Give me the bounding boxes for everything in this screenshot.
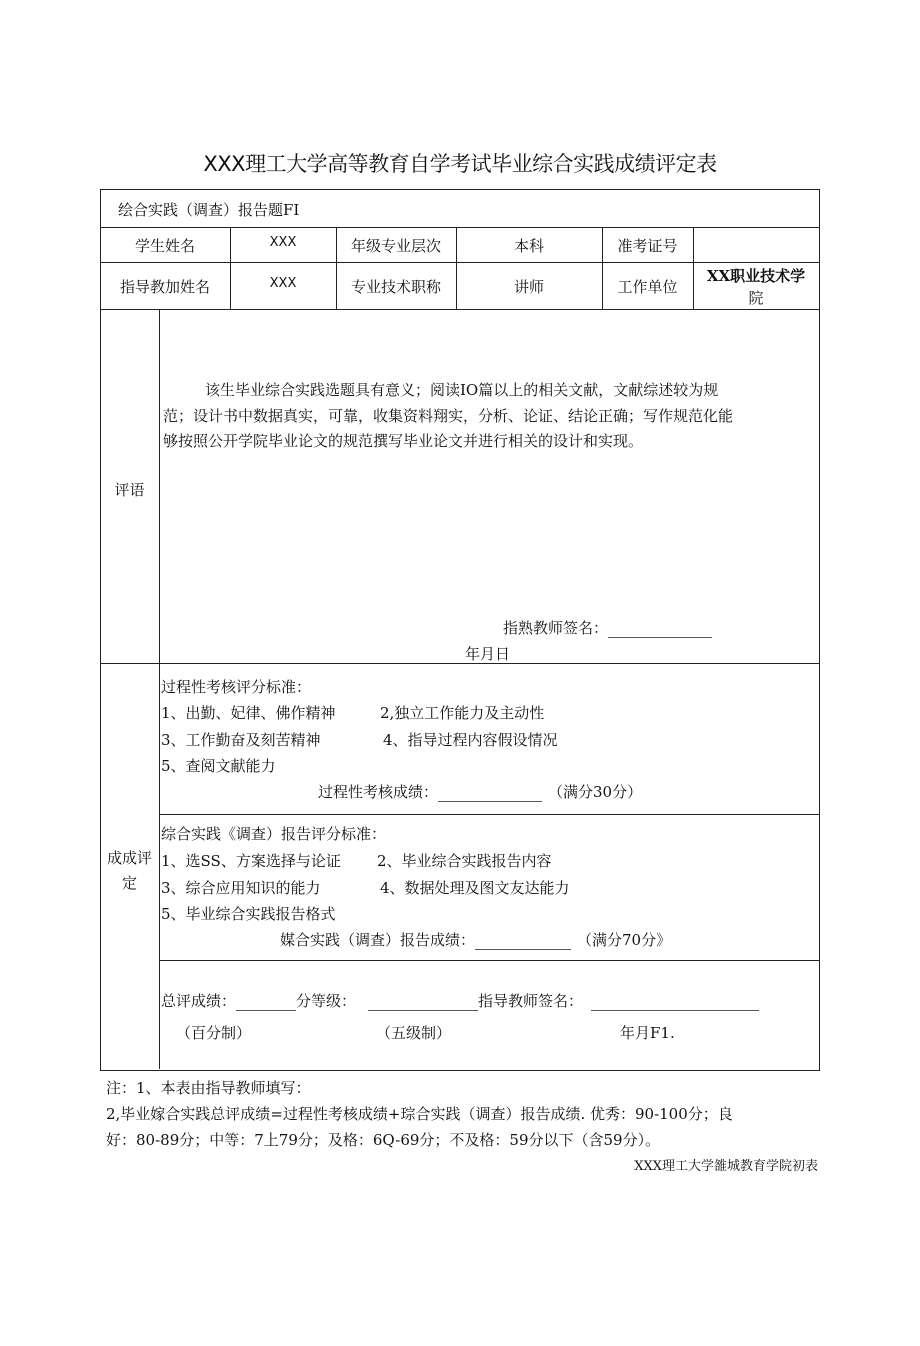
note-line1: 注：1、本表由指导教师填写： — [106, 1079, 311, 1097]
page-title: XXX理工大学高等教育自学考试毕业综合实践成绩评定表 — [203, 152, 717, 176]
grade-major-level-label: 年级专业层次 — [350, 237, 441, 255]
comment-signature-label: 指熟教师签名： — [503, 619, 609, 637]
process-score-field[interactable] — [438, 783, 542, 802]
total-score-field[interactable] — [236, 992, 296, 1011]
comment-signature — [503, 617, 712, 638]
work-unit-label: 工作单位 — [617, 278, 678, 296]
note-line2: 2,毕业嫁合实践总评成绩=过程性考核成绩+琮合实践（调查）报告成绩. 优秀：90-100分；良 — [106, 1105, 733, 1123]
grade-level-field[interactable] — [368, 992, 478, 1011]
comment-text-line2: 范；设计书中数据真实，可靠，收集资料翔实，分析、论证、结论正确；写作规范化能 — [163, 407, 734, 425]
comment-text-line3: 够按照公开学院毕业论文的规范撰写毕业论文并进行相关的设计和实现。 — [163, 432, 644, 450]
grade-label-line1: 成成评 — [106, 849, 152, 867]
grid-line — [100, 309, 819, 310]
teacher-name-value: XXX — [269, 276, 297, 291]
student-name-label: 学生姓名 — [134, 237, 195, 255]
note-line3: 好：80-89分；中等：7上79分；及格：6Q-69分；不及格：59分以下（含59分）。 — [106, 1131, 661, 1149]
report-criteria-item4: 4、数据处理及图文友达能力 — [380, 879, 570, 897]
student-name-value: XXX — [269, 235, 297, 250]
report-score-label: 媒合实践（调查）报告成绩： — [280, 931, 476, 949]
comment-text-line1: 该生毕业综合实践选题具有意义；阅读IO篇以上的相关文献，文献综述较为规 — [205, 381, 719, 399]
final-teacher-signature-field[interactable] — [591, 992, 759, 1011]
professional-title-value: 讲师 — [513, 278, 544, 296]
process-criteria-heading: 过程性考核评分标准： — [161, 678, 312, 696]
grid-line — [100, 663, 819, 664]
teacher-name-label: 指导教加姓名 — [119, 278, 210, 296]
grade-level-label: 分等级： — [296, 992, 357, 1010]
grid-line — [100, 227, 819, 228]
report-score-note: （满分70分》 — [577, 931, 672, 949]
process-criteria-item2: 2,独立工作能力及主动性 — [380, 704, 545, 722]
grid-line — [100, 262, 819, 263]
final-date-label: 年月F1. — [620, 1024, 675, 1042]
grade-major-level-value: 本科 — [513, 237, 544, 255]
report-criteria-item3: 3、综合应用知识的能力 — [161, 879, 321, 897]
percent-system-note: （百分制） — [176, 1024, 252, 1042]
process-criteria-item4: 4、指导过程内容假设情况 — [383, 731, 558, 749]
process-score-row — [318, 781, 642, 802]
report-score-row — [280, 929, 671, 950]
report-criteria-heading: 综合实践《调查）报告评分标准： — [161, 825, 387, 843]
work-unit-value-line1: XX职业技术学 — [706, 267, 806, 285]
grid-line — [159, 309, 160, 1069]
comment-date-label: 年月日 — [465, 645, 511, 663]
report-criteria-item5: 5、毕业综合实践报告格式 — [161, 905, 336, 923]
report-criteria-item2: 2、毕业综合实践报告内容 — [377, 852, 552, 870]
grid-line — [159, 814, 819, 815]
report-score-field[interactable] — [475, 931, 571, 950]
final-teacher-signature-label: 指导教师签名： — [478, 992, 584, 1010]
process-criteria-item3: 3、工作勤奋及刻苦精神 — [161, 731, 321, 749]
grade-label-line2: 定 — [121, 874, 137, 892]
grid-line — [159, 960, 819, 961]
process-score-note: （满分30分） — [548, 783, 643, 801]
exam-number-label: 准考证号 — [617, 237, 678, 255]
comment-signature-line[interactable] — [608, 619, 712, 638]
report-topic-label: 绘合实践（调查）报告题FI — [118, 201, 300, 219]
total-score-label: 总评成绩： — [161, 992, 237, 1010]
process-criteria-item1: 1、出勤、妃律、佛作精神 — [161, 704, 336, 722]
process-score-label: 过程性考核成绩： — [318, 783, 439, 801]
form-issuer-footer: XXX理工大学雒城教育学院初表 — [634, 1159, 818, 1174]
five-level-system-note: （五级制） — [376, 1024, 452, 1042]
work-unit-value-line2: 院 — [748, 289, 764, 307]
total-score-row — [161, 990, 759, 1011]
report-criteria-item1: 1、选SS、方案选择与论证 — [161, 852, 341, 870]
comment-label: 评语 — [114, 481, 145, 499]
professional-title-label: 专业技术职称 — [350, 278, 441, 296]
process-criteria-item5: 5、查阅文献能力 — [161, 757, 276, 775]
